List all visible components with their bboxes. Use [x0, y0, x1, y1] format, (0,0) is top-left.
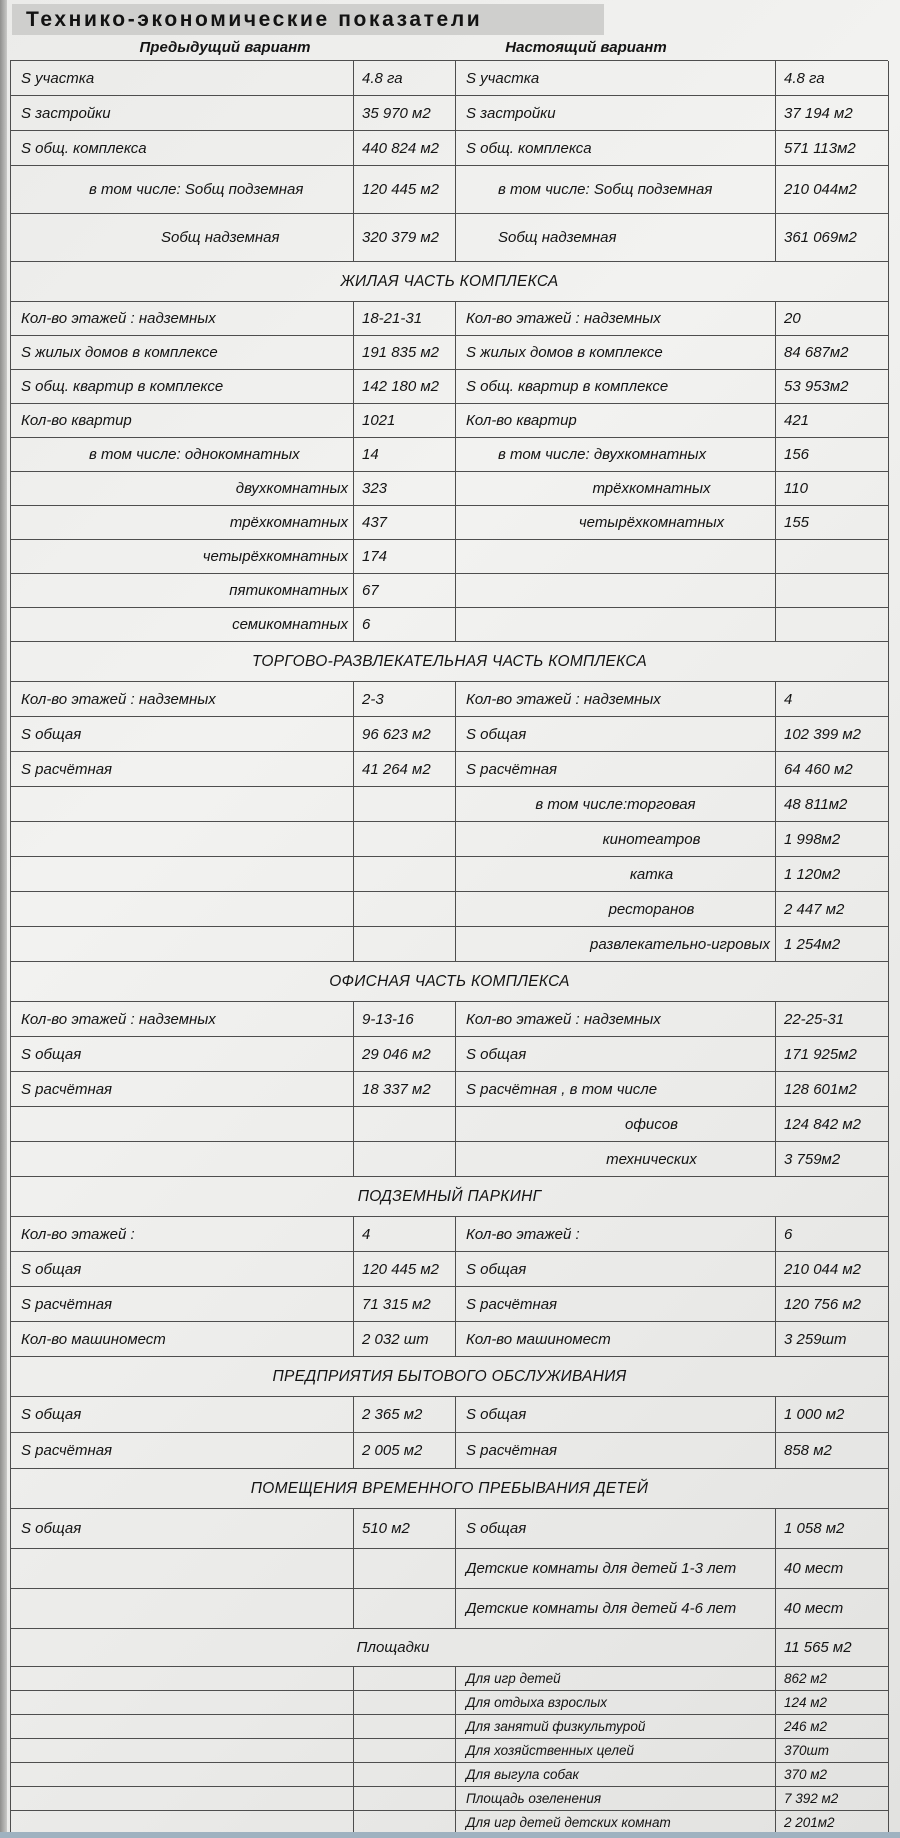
- cell-value-curr: 64 460 м2: [776, 752, 889, 787]
- cell-label-curr: S застройки: [456, 96, 776, 131]
- cell-value-prev: 191 835 м2: [354, 336, 456, 370]
- cell-label-prev: [11, 1787, 354, 1811]
- table-row: [11, 1002, 888, 1037]
- cell-label-curr: ресторанов: [456, 892, 776, 927]
- table-row: [11, 892, 888, 927]
- cell-value-prev: 4.8 га: [354, 61, 456, 96]
- cell-value-curr: 3 759м2: [776, 1142, 889, 1177]
- indicators-table: [10, 60, 888, 1835]
- table-row: [11, 336, 888, 370]
- table-row: [11, 1667, 888, 1691]
- cell-label-prev: [11, 1142, 354, 1177]
- cell-value-prev: [354, 927, 456, 962]
- cell-value-prev: [354, 1107, 456, 1142]
- cell-value-prev: [354, 1549, 456, 1589]
- photo-bottom-strip: [0, 1832, 900, 1838]
- cell-label-prev: Кол-во квартир: [11, 404, 354, 438]
- table-row: [11, 1322, 888, 1357]
- cell-label-prev: S жилых домов в комплексе: [11, 336, 354, 370]
- cell-label-prev: [11, 822, 354, 857]
- cell-label-curr: Кол-во этажей : надземных: [456, 302, 776, 336]
- cell-label-prev: [11, 1667, 354, 1691]
- section-header: ТОРГОВО-РАЗВЛЕКАТЕЛЬНАЯ ЧАСТЬ КОМПЛЕКСА: [11, 642, 889, 682]
- table-row: [11, 1217, 888, 1252]
- cell-value-prev: [354, 892, 456, 927]
- cell-label-prev: S расчётная: [11, 752, 354, 787]
- table-row: [11, 682, 888, 717]
- section-header: ОФИСНАЯ ЧАСТЬ КОМПЛЕКСА: [11, 962, 889, 1002]
- cell-label-prev: Кол-во этажей : надземных: [11, 302, 354, 336]
- table-row: [11, 472, 888, 506]
- cell-label-curr: катка: [456, 857, 776, 892]
- cell-label-prev: [11, 927, 354, 962]
- cell-value-prev: 2 032 шт: [354, 1322, 456, 1357]
- cell-label-curr: Для отдыха взрослых: [456, 1691, 776, 1715]
- cell-value-curr: 1 254м2: [776, 927, 889, 962]
- table-row: [11, 404, 888, 438]
- table-row: [11, 857, 888, 892]
- cell-label-curr: трёхкомнатных: [456, 472, 776, 506]
- cell-value-curr: [776, 540, 889, 574]
- cell-value-prev: [354, 1763, 456, 1787]
- cell-value-curr: 37 194 м2: [776, 96, 889, 131]
- table-row: [11, 302, 888, 336]
- cell-label-curr: в том числе: Sобщ подземная: [456, 166, 776, 214]
- table-row: [11, 927, 888, 962]
- cell-value-prev: 71 315 м2: [354, 1287, 456, 1322]
- cell-label-curr: Для занятий физкультурой: [456, 1715, 776, 1739]
- cell-label-curr: S общ. квартир в комплексе: [456, 370, 776, 404]
- cell-label-prev: S общ. квартир в комплексе: [11, 370, 354, 404]
- table-row: [11, 574, 888, 608]
- cell-value-prev: 437: [354, 506, 456, 540]
- table-row: [11, 1142, 888, 1177]
- cell-label-prev: Кол-во этажей : надземных: [11, 682, 354, 717]
- table-row: [11, 1549, 888, 1589]
- cell-value-curr: 40 мест: [776, 1549, 889, 1589]
- cell-label-curr: S расчётная , в том числе: [456, 1072, 776, 1107]
- cell-value-curr: 124 842 м2: [776, 1107, 889, 1142]
- cell-value-prev: 18 337 м2: [354, 1072, 456, 1107]
- cell-value-curr: 361 069м2: [776, 214, 889, 262]
- cell-label-curr: офисов: [456, 1107, 776, 1142]
- cell-value-prev: 174: [354, 540, 456, 574]
- cell-value-prev: 440 824 м2: [354, 131, 456, 166]
- cell-value-prev: 320 379 м2: [354, 214, 456, 262]
- cell-value-prev: [354, 1691, 456, 1715]
- cell-label-prev: S общая: [11, 1397, 354, 1433]
- cell-value-prev: 96 623 м2: [354, 717, 456, 752]
- cell-value-prev: 9-13-16: [354, 1002, 456, 1037]
- cell-value-prev: [354, 1715, 456, 1739]
- cell-value-prev: [354, 787, 456, 822]
- table-row: [11, 1509, 888, 1549]
- cell-value-curr: 1 058 м2: [776, 1509, 889, 1549]
- cell-label-prev: Кол-во этажей :: [11, 1217, 354, 1252]
- cell-value-curr: 120 756 м2: [776, 1287, 889, 1322]
- cell-label-prev: [11, 1549, 354, 1589]
- cell-value-curr: [776, 574, 889, 608]
- cell-label-prev: [11, 1107, 354, 1142]
- cell-label-curr: развлекательно-игровых: [456, 927, 776, 962]
- cell-value-prev: 67: [354, 574, 456, 608]
- cell-label-curr: Кол-во этажей : надземных: [456, 1002, 776, 1037]
- cell-label-prev: S участка: [11, 61, 354, 96]
- cell-value-curr: 858 м2: [776, 1433, 889, 1469]
- cell-value-curr: 2 201м2: [776, 1811, 889, 1835]
- table-row: [11, 1763, 888, 1787]
- table-row: [11, 787, 888, 822]
- cell-value-prev: [354, 1142, 456, 1177]
- cell-value-curr: 862 м2: [776, 1667, 889, 1691]
- cell-value-prev: 18-21-31: [354, 302, 456, 336]
- cell-label-curr: Кол-во этажей : надземных: [456, 682, 776, 717]
- cell-label-prev: пятикомнатных: [11, 574, 354, 608]
- cell-value-prev: 510 м2: [354, 1509, 456, 1549]
- table-row: [11, 1433, 888, 1469]
- table-section-row: [11, 1177, 888, 1217]
- table-section-row: [11, 962, 888, 1002]
- cell-label-curr: S общая: [456, 717, 776, 752]
- table-row: [11, 370, 888, 404]
- cell-value-prev: 120 445 м2: [354, 166, 456, 214]
- table-row: [11, 131, 888, 166]
- cell-label-prev: S общая: [11, 717, 354, 752]
- cell-label-prev: в том числе: однокомнатных: [11, 438, 354, 472]
- table-section-row: [11, 1469, 888, 1509]
- cell-label-curr: Кол-во этажей :: [456, 1217, 776, 1252]
- table-row: [11, 166, 888, 214]
- cell-label-prev: S расчётная: [11, 1433, 354, 1469]
- cell-label-prev: S общая: [11, 1252, 354, 1287]
- cell-label-curr: S общая: [456, 1252, 776, 1287]
- section-header: ПОМЕЩЕНИЯ ВРЕМЕННОГО ПРЕБЫВАНИЯ ДЕТЕЙ: [11, 1469, 889, 1509]
- cell-label-prev: Кол-во этажей : надземных: [11, 1002, 354, 1037]
- cell-label-curr: Детские комнаты для детей 1-3 лет: [456, 1549, 776, 1589]
- cell-label-prev: S общ. комплекса: [11, 131, 354, 166]
- cell-label-curr: S общая: [456, 1037, 776, 1072]
- cell-value-prev: 2-3: [354, 682, 456, 717]
- cell-label-curr: четырёхкомнатных: [456, 506, 776, 540]
- cell-value-prev: [354, 1739, 456, 1763]
- cell-value-curr: 370 м2: [776, 1763, 889, 1787]
- table-row: [11, 1107, 888, 1142]
- cell-label-prev: Sобщ надземная: [11, 214, 354, 262]
- cell-label-curr: Sобщ надземная: [456, 214, 776, 262]
- cell-label-curr: Кол-во квартир: [456, 404, 776, 438]
- page-title: Технико-экономические показатели: [26, 7, 483, 31]
- cell-value-curr: 421: [776, 404, 889, 438]
- cell-value-curr: 571 113м2: [776, 131, 889, 166]
- cell-label-curr: Для игр детей: [456, 1667, 776, 1691]
- cell-value-curr: 3 259шт: [776, 1322, 889, 1357]
- table-row: [11, 1691, 888, 1715]
- cell-value-prev: 4: [354, 1217, 456, 1252]
- cell-value-curr: 1 000 м2: [776, 1397, 889, 1433]
- table-row: [11, 1739, 888, 1763]
- cell-value-curr: 155: [776, 506, 889, 540]
- cell-label-prev: [11, 1763, 354, 1787]
- table-row: [11, 540, 888, 574]
- cell-label-prev: [11, 857, 354, 892]
- table-row: [11, 96, 888, 131]
- table-row: [11, 1787, 888, 1811]
- table-span-row: [11, 1629, 888, 1667]
- table-section-row: [11, 1357, 888, 1397]
- cell-value-curr: 84 687м2: [776, 336, 889, 370]
- cell-value-prev: 120 445 м2: [354, 1252, 456, 1287]
- cell-value-curr: 4.8 га: [776, 61, 889, 96]
- cell-label-prev: в том числе: Sобщ подземная: [11, 166, 354, 214]
- cell-label-prev: [11, 1691, 354, 1715]
- cell-label-prev: [11, 787, 354, 822]
- cell-value-curr: 1 120м2: [776, 857, 889, 892]
- cell-label-curr: Площадь озеленения: [456, 1787, 776, 1811]
- cell-label-prev: [11, 892, 354, 927]
- cell-label-curr: S общая: [456, 1397, 776, 1433]
- table-row: [11, 822, 888, 857]
- cell-value-prev: [354, 1787, 456, 1811]
- table-row: [11, 1072, 888, 1107]
- cell-value-prev: [354, 1589, 456, 1629]
- cell-value-prev: 6: [354, 608, 456, 642]
- cell-label-prev: семикомнатных: [11, 608, 354, 642]
- cell-value-prev: 1021: [354, 404, 456, 438]
- cell-label-prev: S застройки: [11, 96, 354, 131]
- cell-label-curr: Кол-во машиномест: [456, 1322, 776, 1357]
- cell-value-curr: 124 м2: [776, 1691, 889, 1715]
- cell-label-prev: [11, 1715, 354, 1739]
- cell-label-curr: S расчётная: [456, 1433, 776, 1469]
- table-section-row: [11, 642, 888, 682]
- table-row: [11, 506, 888, 540]
- cell-value-curr: 1 998м2: [776, 822, 889, 857]
- cell-label-curr: S жилых домов в комплексе: [456, 336, 776, 370]
- table-row: [11, 1397, 888, 1433]
- cell-value-curr: 210 044м2: [776, 166, 889, 214]
- cell-value-prev: 323: [354, 472, 456, 506]
- table-row: [11, 1715, 888, 1739]
- cell-value-prev: 41 264 м2: [354, 752, 456, 787]
- cell-value-curr: 7 392 м2: [776, 1787, 889, 1811]
- section-header: ПОДЗЕМНЫЙ ПАРКИНГ: [11, 1177, 889, 1217]
- table-row: [11, 717, 888, 752]
- cell-value-curr: 110: [776, 472, 889, 506]
- cell-label-prev: S общая: [11, 1037, 354, 1072]
- cell-label-curr: S расчётная: [456, 1287, 776, 1322]
- cell-label-curr: S общ. комплекса: [456, 131, 776, 166]
- cell-value-curr: 20: [776, 302, 889, 336]
- cell-value-prev: 29 046 м2: [354, 1037, 456, 1072]
- cell-value-prev: [354, 857, 456, 892]
- table-row: [11, 214, 888, 262]
- cell-label-curr: S расчётная: [456, 752, 776, 787]
- cell-label-curr: Для игр детей детских комнат: [456, 1811, 776, 1835]
- table-row: [11, 1287, 888, 1322]
- cell-value-curr: 48 811м2: [776, 787, 889, 822]
- cell-label-prev: четырёхкомнатных: [11, 540, 354, 574]
- cell-label-curr: [456, 608, 776, 642]
- cell-value-curr: 2 447 м2: [776, 892, 889, 927]
- cell-value-curr: 370шт: [776, 1739, 889, 1763]
- table-section-row: [11, 262, 888, 302]
- cell-value-curr: 128 601м2: [776, 1072, 889, 1107]
- cell-value-curr: 156: [776, 438, 889, 472]
- page-left-edge-shadow: [0, 0, 7, 1838]
- cell-label-prev: Кол-во машиномест: [11, 1322, 354, 1357]
- title-highlight-box: [12, 4, 604, 35]
- table-row: [11, 752, 888, 787]
- cell-label-curr: S участка: [456, 61, 776, 96]
- cell-label-curr: [456, 574, 776, 608]
- span-label-cell: Площадки: [11, 1629, 776, 1667]
- section-header: ЖИЛАЯ ЧАСТЬ КОМПЛЕКСА: [11, 262, 889, 302]
- cell-value-curr: 102 399 м2: [776, 717, 889, 752]
- table-row: [11, 608, 888, 642]
- cell-label-curr: в том числе: двухкомнатных: [456, 438, 776, 472]
- cell-label-prev: [11, 1739, 354, 1763]
- cell-value-curr: 22-25-31: [776, 1002, 889, 1037]
- section-header: ПРЕДПРИЯТИЯ БЫТОВОГО ОБСЛУЖИВАНИЯ: [11, 1357, 889, 1397]
- column-header-current: Настоящий вариант: [505, 39, 667, 56]
- cell-value-prev: 14: [354, 438, 456, 472]
- cell-value-curr: 40 мест: [776, 1589, 889, 1629]
- cell-value-prev: 2 005 м2: [354, 1433, 456, 1469]
- cell-value-curr: 171 925м2: [776, 1037, 889, 1072]
- cell-label-curr: Для выгула собак: [456, 1763, 776, 1787]
- cell-label-curr: [456, 540, 776, 574]
- cell-value-prev: 2 365 м2: [354, 1397, 456, 1433]
- table-row: [11, 61, 888, 96]
- cell-value-curr: 11 565 м2: [776, 1629, 889, 1667]
- cell-value-curr: 4: [776, 682, 889, 717]
- cell-label-prev: S расчётная: [11, 1072, 354, 1107]
- cell-label-prev: двухкомнатных: [11, 472, 354, 506]
- cell-value-curr: 246 м2: [776, 1715, 889, 1739]
- cell-value-curr: 53 953м2: [776, 370, 889, 404]
- cell-label-curr: в том числе:торговая: [456, 787, 776, 822]
- cell-label-curr: кинотеатров: [456, 822, 776, 857]
- cell-value-prev: 142 180 м2: [354, 370, 456, 404]
- column-header-previous: Предыдущий вариант: [139, 39, 311, 56]
- table-row: [11, 438, 888, 472]
- cell-value-curr: 210 044 м2: [776, 1252, 889, 1287]
- cell-label-prev: S общая: [11, 1509, 354, 1549]
- cell-value-prev: [354, 822, 456, 857]
- cell-label-prev: [11, 1589, 354, 1629]
- table-row: [11, 1252, 888, 1287]
- table-row: [11, 1589, 888, 1629]
- cell-label-curr: S общая: [456, 1509, 776, 1549]
- table-row: [11, 1037, 888, 1072]
- cell-value-prev: [354, 1667, 456, 1691]
- cell-label-curr: Детские комнаты для детей 4-6 лет: [456, 1589, 776, 1629]
- cell-label-prev: трёхкомнатных: [11, 506, 354, 540]
- cell-label-curr: технических: [456, 1142, 776, 1177]
- cell-value-curr: 6: [776, 1217, 889, 1252]
- cell-value-curr: [776, 608, 889, 642]
- cell-label-prev: S расчётная: [11, 1287, 354, 1322]
- cell-value-prev: 35 970 м2: [354, 96, 456, 131]
- cell-label-curr: Для хозяйственных целей: [456, 1739, 776, 1763]
